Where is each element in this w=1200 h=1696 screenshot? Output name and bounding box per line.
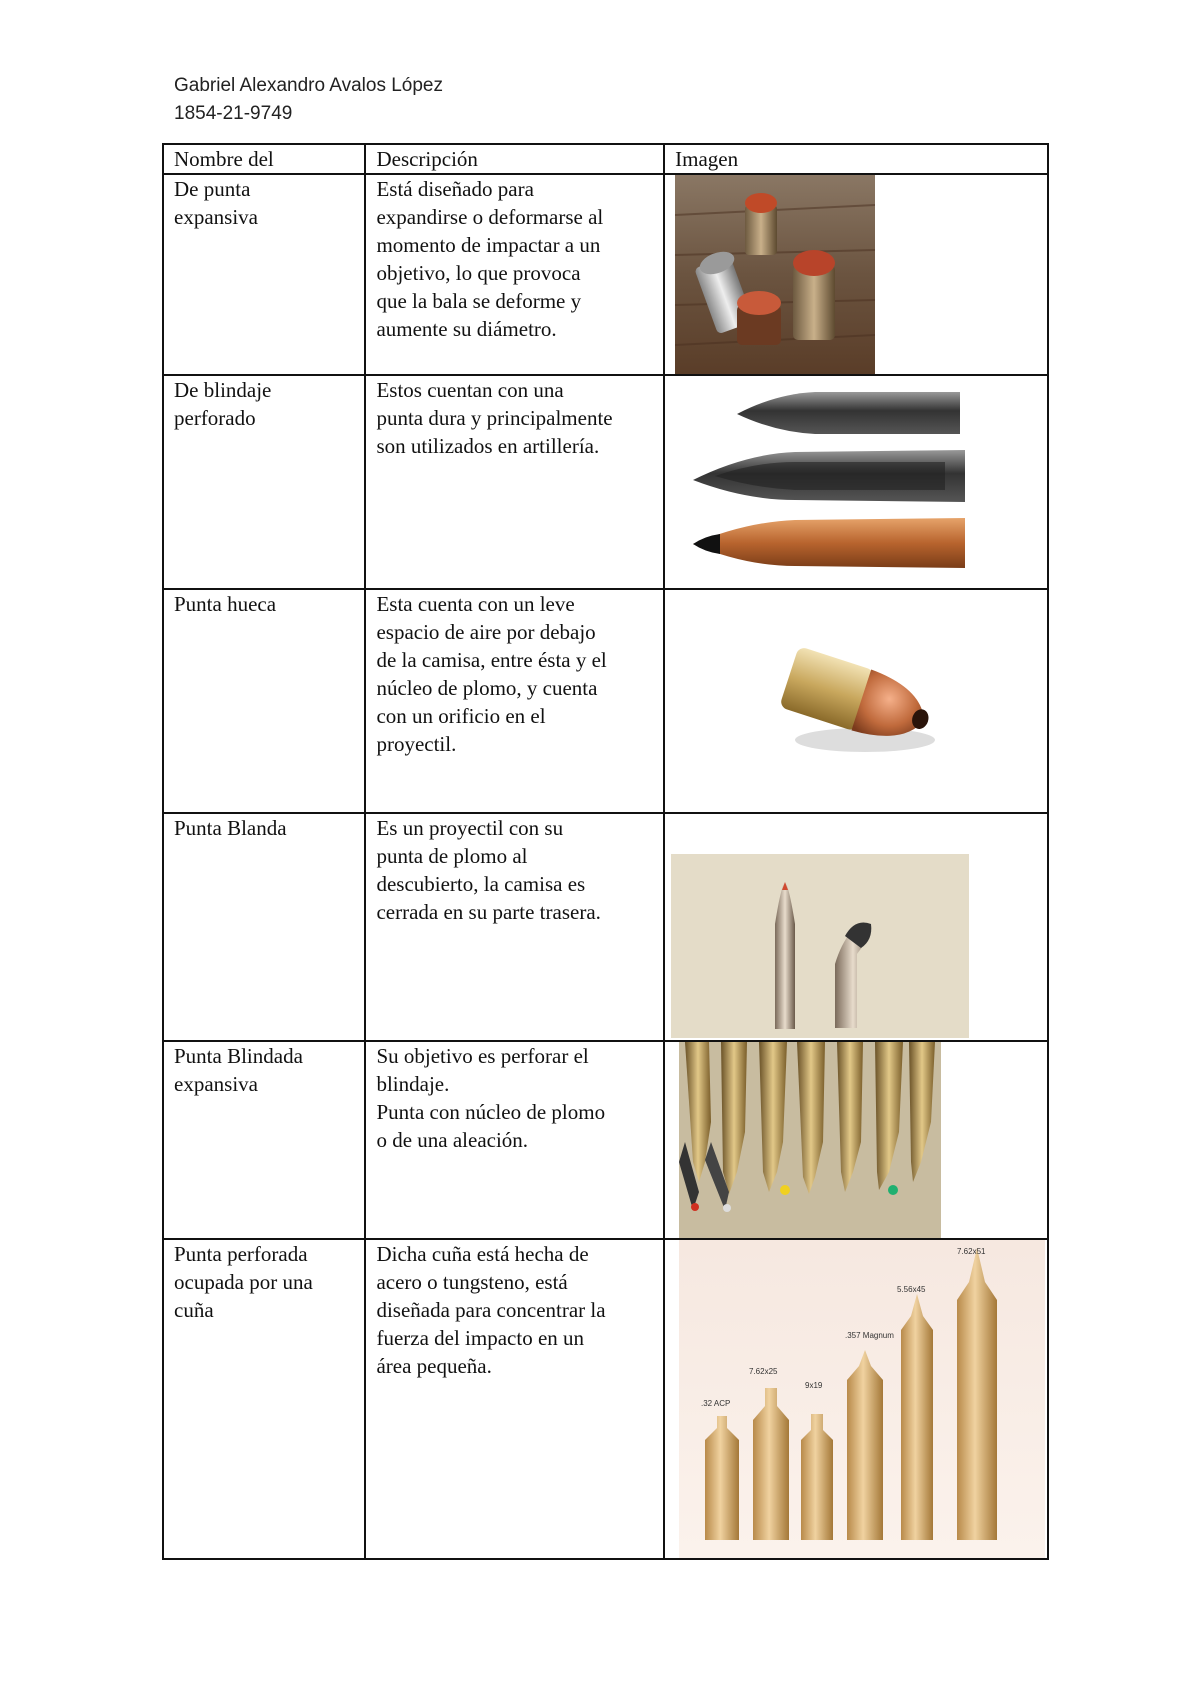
author-name: Gabriel Alexandro Avalos López [174, 75, 443, 96]
row-description: Está diseñado para expandirse o deformarse al momento de impactar a un objetivo, lo que provoca que la bala se deforme y aumente su diámetro. [365, 174, 664, 375]
column-header-description: Descripción [365, 144, 664, 174]
student-id: 1854-21-9749 [174, 103, 293, 124]
expanding-bullets-photo [675, 175, 875, 374]
row-description: Su objetivo es perforar el blindaje. Punta con núcleo de plomo o de una aleación. [365, 1041, 664, 1239]
cartridge-label: 9x19 [805, 1381, 823, 1390]
table-row [163, 1239, 1048, 1559]
row-image-cell [664, 174, 1048, 375]
row-image-cell [664, 1041, 1048, 1239]
row-description: Es un proyectil con su punta de plomo al descubierto, la camisa es cerrada en su parte trasera. [365, 813, 664, 1041]
row-description: Esta cuenta con un leve espacio de aire por debajo de la camisa, entre ésta y el núcleo de plomo, y cuenta con un orificio en el proyectil. [365, 589, 664, 813]
armor-piercing-bullets-photo [665, 376, 1048, 588]
table-row [163, 589, 1048, 813]
document-header [174, 72, 443, 128]
row-image-cell [664, 1239, 1048, 1559]
cartridge-label: 5.56x45 [897, 1285, 926, 1294]
table-row [163, 813, 1048, 1041]
bullet-types-table [162, 143, 1049, 1560]
column-header-image: Imagen [664, 144, 1048, 174]
row-description: Dicha cuña está hecha de acero o tungsteno, está diseñada para concentrar la fuerza del impacto en un área pequeña. [365, 1239, 664, 1559]
row-image-cell [664, 813, 1048, 1041]
row-name: Punta perforada ocupada por una cuña [163, 1239, 365, 1559]
row-name: Punta Blindada expansiva [163, 1041, 365, 1239]
row-description: Estos cuentan con una punta dura y principalmente son utilizados en artillería. [365, 375, 664, 589]
column-header-name: Nombre del [163, 144, 365, 174]
row-image-cell [664, 589, 1048, 813]
cartridge-label: .32 ACP [701, 1399, 731, 1408]
table-header-row [163, 144, 1048, 174]
hollow-point-bullet-photo [665, 590, 1048, 812]
table-row [163, 174, 1048, 375]
row-name: De punta expansiva [163, 174, 365, 375]
cartridge-label: .357 Magnum [845, 1331, 895, 1340]
cartridge-comparison-photo [665, 1240, 1048, 1558]
table-row [163, 375, 1048, 589]
row-name: Punta hueca [163, 589, 365, 813]
rifle-cartridges-photo [665, 1042, 1048, 1238]
cartridge-label: 7.62x25 [749, 1367, 778, 1376]
row-image-cell [664, 375, 1048, 589]
row-name: De blindaje perforado [163, 375, 365, 589]
soft-point-bullets-photo [665, 814, 1048, 1040]
cartridge-label: 7.62x51 [957, 1247, 986, 1256]
row-name: Punta Blanda [163, 813, 365, 1041]
table-row [163, 1041, 1048, 1239]
